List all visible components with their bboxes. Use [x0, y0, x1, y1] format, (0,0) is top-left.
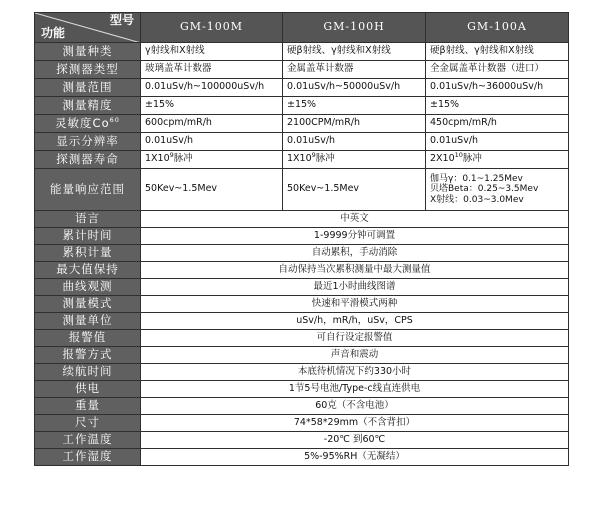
value-cell — [283, 43, 426, 61]
model-header-gm100m: GM-100M — [141, 13, 283, 43]
row-label: 工作温度 — [35, 432, 141, 449]
table-row — [35, 296, 569, 313]
row-label — [35, 79, 141, 97]
value-superscript: 10 — [454, 150, 463, 159]
value-text: 2X10 — [430, 153, 455, 165]
row-label: 报警值 — [35, 330, 141, 347]
value-cell — [141, 151, 283, 169]
value-text: 0.01uSv/h~36000uSv/h — [430, 81, 544, 93]
value-cell — [283, 133, 426, 151]
row-label: 累计时间 — [35, 228, 141, 245]
table-row — [35, 151, 569, 169]
spanned-value-cell: 最近1小时曲线图谱 — [141, 279, 569, 296]
row-label: 曲线观测 — [35, 279, 141, 296]
spanned-value-cell: -20℃ 到60℃ — [141, 432, 569, 449]
spanned-value-cell: 自动累积，手动消除 — [141, 245, 569, 262]
table-row — [35, 330, 569, 347]
spanned-value-cell: 本底待机情况下约330小时 — [141, 364, 569, 381]
row-label: 供电 — [35, 381, 141, 398]
row-label-text: 显示分辨率 — [56, 133, 119, 148]
table-row — [35, 61, 569, 79]
value-cell — [141, 133, 283, 151]
row-label: 测量单位 — [35, 313, 141, 330]
table-row — [35, 432, 569, 449]
row-label-superscript: 60 — [109, 116, 120, 125]
table-row — [35, 228, 569, 245]
row-label-text: 测量精度 — [62, 97, 113, 112]
row-label-text: 测量范围 — [62, 79, 113, 94]
row-label-text: 灵敏度Co — [55, 115, 110, 130]
value-cell — [283, 151, 426, 169]
value-cell — [141, 61, 283, 79]
value-suffix: 脉冲 — [173, 153, 193, 165]
row-label — [35, 43, 141, 61]
row-label-text: 测量种类 — [62, 43, 113, 58]
row-label-text: 探测器寿命 — [56, 151, 119, 166]
spec-table-body — [35, 13, 569, 466]
value-cell — [141, 79, 283, 97]
spanned-value-cell: 声音和震动 — [141, 347, 569, 364]
value-text: 金属盖革计数器 — [287, 63, 354, 75]
table-row — [35, 415, 569, 432]
energy-line: 贝塔Beta：0.25~3.5Mev — [430, 184, 539, 195]
value-cell — [283, 61, 426, 79]
row-label: 尺寸 — [35, 415, 141, 432]
header-row — [35, 13, 569, 43]
value-superscript: 9 — [169, 150, 174, 159]
value-cell — [283, 79, 426, 97]
value-text: ±15% — [287, 99, 317, 111]
row-label: 续航时间 — [35, 364, 141, 381]
spanned-value-cell: 1-9999分钟可调置 — [141, 228, 569, 245]
table-row — [35, 347, 569, 364]
corner-model-label: 型号 — [109, 13, 134, 27]
row-label: 语言 — [35, 211, 141, 228]
row-label: 最大值保持 — [35, 262, 141, 279]
spanned-value-cell: 可自行设定报警值 — [141, 330, 569, 347]
row-label — [35, 115, 141, 133]
value-text: 硬β射线、γ射线和X射线 — [287, 45, 391, 57]
spanned-value-cell: 60克（不含电池） — [141, 398, 569, 415]
value-text: 硬β射线、γ射线和X射线 — [430, 45, 534, 57]
value-text: 600cpm/mR/h — [145, 117, 212, 129]
energy-line: X射线：0.03~3.0Mev — [430, 194, 524, 205]
value-cell — [426, 115, 569, 133]
value-text: 1X10 — [145, 153, 170, 165]
value-text: 2100CPM/mR/h — [287, 117, 361, 129]
table-row — [35, 364, 569, 381]
table-row — [35, 381, 569, 398]
value-text: ±15% — [145, 99, 175, 111]
spanned-value-cell: 1节5号电池/Type-c线直连供电 — [141, 381, 569, 398]
spanned-value-cell: uSv/h，mR/h，uSv，CPS — [141, 313, 569, 330]
value-cell — [141, 97, 283, 115]
spanned-value-cell: 中英文 — [141, 211, 569, 228]
value-cell — [426, 133, 569, 151]
table-row — [35, 43, 569, 61]
table-row — [35, 79, 569, 97]
value-superscript: 9 — [311, 150, 316, 159]
energy-row — [35, 169, 569, 211]
table-row — [35, 279, 569, 296]
table-row — [35, 115, 569, 133]
model-header-gm100h: GM-100H — [283, 13, 426, 43]
row-label: 测量模式 — [35, 296, 141, 313]
value-text: 0.01uSv/h — [287, 135, 336, 147]
row-label — [35, 97, 141, 115]
value-text: 0.01uSv/h — [145, 135, 194, 147]
value-text: 1X10 — [287, 153, 312, 165]
spanned-value-cell: 5%-95%RH（无凝结） — [141, 449, 569, 466]
table-row — [35, 313, 569, 330]
value-text: 全金属盖革计数器（进口） — [430, 63, 545, 75]
table-row — [35, 398, 569, 415]
row-label: 报警方式 — [35, 347, 141, 364]
value-cell — [426, 43, 569, 61]
table-row — [35, 97, 569, 115]
value-cell — [426, 61, 569, 79]
spec-table — [34, 12, 569, 466]
value-suffix: 脉冲 — [462, 153, 482, 165]
value-cell — [426, 79, 569, 97]
value-text: 0.01uSv/h — [430, 135, 479, 147]
row-label-text: 探测器类型 — [56, 61, 119, 76]
row-label: 重量 — [35, 398, 141, 415]
row-label — [35, 61, 141, 79]
row-label: 累积计量 — [35, 245, 141, 262]
value-text: ±15% — [430, 99, 460, 111]
value-cell — [283, 115, 426, 133]
value-cell — [426, 151, 569, 169]
value-cell — [141, 43, 283, 61]
row-label — [35, 151, 141, 169]
model-header-gm100a: GM-100A — [426, 13, 569, 43]
value-cell — [283, 97, 426, 115]
value-cell — [426, 97, 569, 115]
value-cell — [141, 115, 283, 133]
value-text: 玻璃盖革计数器 — [145, 63, 212, 75]
table-row — [35, 449, 569, 466]
value-text: 0.01uSv/h~50000uSv/h — [287, 81, 401, 93]
spanned-value-cell: 74*58*29mm（不含背扣） — [141, 415, 569, 432]
value-cell-multiline — [426, 169, 569, 211]
value-text: 450cpm/mR/h — [430, 117, 497, 129]
energy-line: 伽马γ：0.1~1.25Mev — [430, 173, 523, 184]
table-row — [35, 245, 569, 262]
corner-function-label: 功能 — [41, 26, 66, 41]
value-text: 0.01uSv/h~100000uSv/h — [145, 81, 265, 93]
value-text: γ射线和X射线 — [145, 45, 205, 57]
table-row — [35, 211, 569, 228]
row-label — [35, 133, 141, 151]
row-label: 工作湿度 — [35, 449, 141, 466]
row-label: 能量响应范围 — [35, 169, 141, 211]
value-cell: 50Kev~1.5Mev — [141, 169, 283, 211]
value-suffix: 脉冲 — [315, 153, 335, 165]
table-row — [35, 262, 569, 279]
table-row — [35, 133, 569, 151]
spanned-value-cell: 快速和平滑模式两种 — [141, 296, 569, 313]
corner-cell — [35, 13, 141, 43]
spanned-value-cell: 自动保持当次累积测量中最大测量值 — [141, 262, 569, 279]
value-cell: 50Kev~1.5Mev — [283, 169, 426, 211]
